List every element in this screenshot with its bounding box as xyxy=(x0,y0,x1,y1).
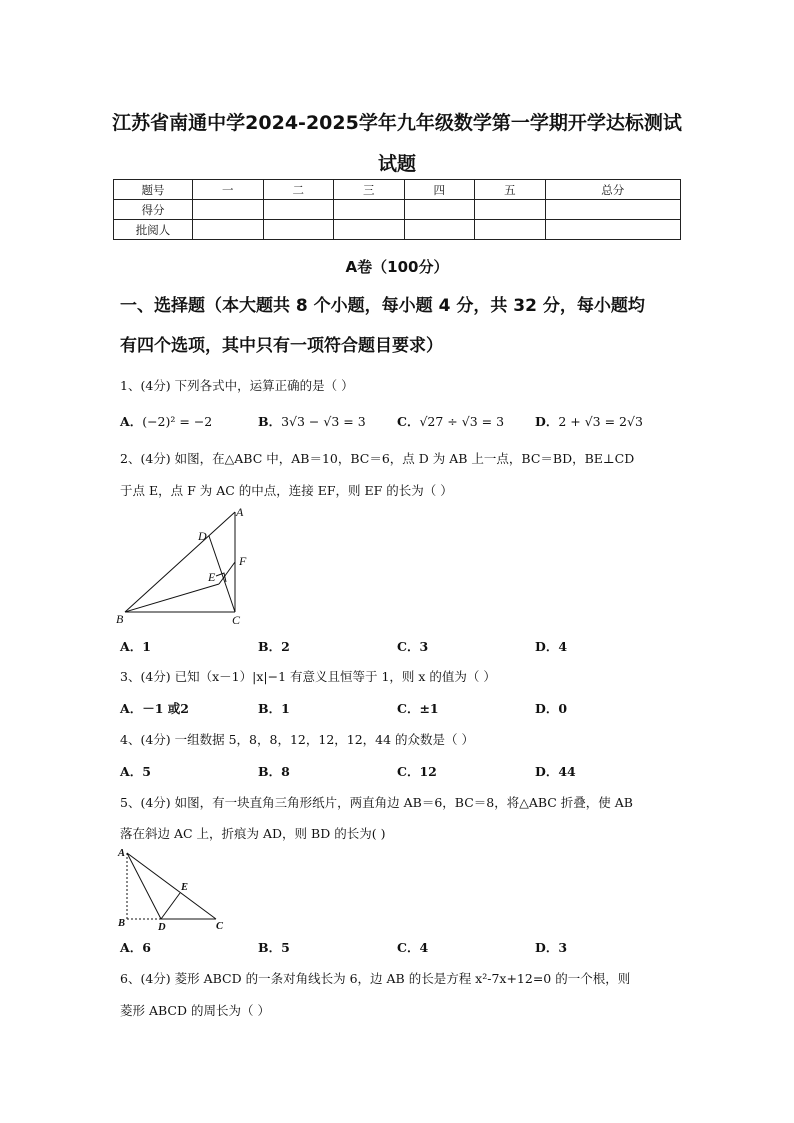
question-1-stem: 1、(4分) 下列各式中，运算正确的是（ ） xyxy=(120,378,354,393)
label-d: D xyxy=(198,529,207,543)
question-6-stem-line1: 6、(4分) 菱形 ABCD 的一条对角线长为 6，边 AB 的长是方程 x²-7x+12=0 的一个根，则 xyxy=(120,971,631,986)
segment-de xyxy=(161,893,180,919)
label-c: C xyxy=(232,613,241,627)
table-cell: 批阅人 xyxy=(114,220,193,240)
label-e: E xyxy=(181,882,189,893)
section-heading-line2: 有四个选项，其中只有一项符合题目要求） xyxy=(120,336,443,356)
option-label: B． xyxy=(258,414,282,429)
table-cell: 四 xyxy=(404,180,475,200)
question-5-stem-line2: 落在斜边 AC 上，折痕为 AD，则 BD 的长为( ) xyxy=(120,826,386,841)
label-b: B xyxy=(116,612,124,626)
q5-triangle-figure xyxy=(116,845,236,935)
score-input-cell[interactable] xyxy=(545,200,680,220)
label-e: E xyxy=(208,570,216,584)
page-title-line2: 试题 xyxy=(377,153,416,175)
question-4-stem: 4、(4分) 一组数据 5，8，8，12，12，12，44 的众数是（ ） xyxy=(120,732,475,747)
label-c: C xyxy=(216,921,224,932)
q4-option-b[interactable]: B．8 xyxy=(258,764,290,779)
q2-option-b[interactable]: B．2 xyxy=(258,639,290,654)
score-input-cell[interactable] xyxy=(263,200,334,220)
page-title: 江苏省南通中学2024-2025学年九年级数学第一学期开学达标测试 xyxy=(112,112,682,134)
label-a: A xyxy=(118,848,126,859)
q3-option-b[interactable]: B．1 xyxy=(258,701,290,716)
option-label: C． xyxy=(397,414,420,429)
label-a: A xyxy=(236,505,244,519)
score-input-cell[interactable] xyxy=(193,200,264,220)
table-cell: 五 xyxy=(475,180,546,200)
q4-option-c[interactable]: C．12 xyxy=(397,764,437,779)
question-2-stem-line1: 2、(4分) 如图，在△ABC 中，AB＝10，BC＝6，点 D 为 AB 上一点，BC＝BD，BE⊥CD xyxy=(120,451,635,466)
grader-input-cell[interactable] xyxy=(334,220,405,240)
question-5-stem-line1: 5、(4分) 如图，有一块直角三角形纸片，两直角边 AB＝6，BC＝8，将△ABC 折叠，使 AB xyxy=(120,795,633,810)
grader-input-cell[interactable] xyxy=(475,220,546,240)
grader-input-cell[interactable] xyxy=(545,220,680,240)
option-text: 3√3 − √3 = 3 xyxy=(281,414,366,429)
q2-option-c[interactable]: C．3 xyxy=(397,639,429,654)
table-row xyxy=(114,200,681,220)
option-text: 2 + √3 = 2√3 xyxy=(558,414,643,429)
q4-option-a[interactable]: A．5 xyxy=(120,764,151,779)
label-d: D xyxy=(158,922,166,933)
score-input-cell[interactable] xyxy=(334,200,405,220)
option-label: D． xyxy=(535,414,559,429)
segment-ac xyxy=(127,853,216,919)
q1-option-b[interactable] xyxy=(258,412,366,430)
q2-option-d[interactable]: D．4 xyxy=(535,639,568,654)
option-label: A． xyxy=(120,414,143,429)
table-cell: 一 xyxy=(193,180,264,200)
q5-option-c[interactable]: C．4 xyxy=(397,940,429,955)
table-cell: 三 xyxy=(334,180,405,200)
grader-input-cell[interactable] xyxy=(263,220,334,240)
section-heading xyxy=(120,286,680,366)
segment-ab xyxy=(125,512,235,612)
q2-option-a[interactable]: A．1 xyxy=(120,639,151,654)
table-cell: 题号 xyxy=(114,180,193,200)
segment-ad xyxy=(127,853,161,919)
section-heading-line1: 一、选择题（本大题共 8 个小题，每小题 4 分，共 32 分，每小题均 xyxy=(120,296,645,316)
grader-input-cell[interactable] xyxy=(193,220,264,240)
label-f: F xyxy=(239,554,247,568)
q1-option-d[interactable] xyxy=(535,412,643,430)
q5-option-a[interactable]: A．6 xyxy=(120,940,151,955)
table-row xyxy=(114,220,681,240)
question-2-stem-line2: 于点 E，点 F 为 AC 的中点，连接 EF，则 EF 的长为（ ） xyxy=(120,483,453,498)
segment-be xyxy=(125,584,219,612)
option-text: (−2)² = −2 xyxy=(142,414,213,429)
q4-option-d[interactable]: D．44 xyxy=(535,764,576,779)
table-cell: 得分 xyxy=(114,200,193,220)
score-input-cell[interactable] xyxy=(404,200,475,220)
q5-option-b[interactable]: B．5 xyxy=(258,940,290,955)
q1-option-a[interactable] xyxy=(120,412,212,430)
question-3-stem: 3、(4分) 已知（x－1）|x|−1 有意义且恒等于 1，则 x 的值为（ ） xyxy=(120,669,496,684)
q3-option-d[interactable]: D．0 xyxy=(535,701,568,716)
score-table xyxy=(113,179,681,240)
table-row xyxy=(114,180,681,200)
table-cell: 二 xyxy=(263,180,334,200)
table-cell: 总分 xyxy=(545,180,680,200)
score-input-cell[interactable] xyxy=(475,200,546,220)
q2-triangle-figure xyxy=(115,505,255,627)
label-b: B xyxy=(118,918,126,929)
q3-option-a[interactable]: A．－1 或2 xyxy=(120,701,189,716)
section-juan: A卷（100分） xyxy=(345,258,449,276)
option-text: √27 ÷ √3 = 3 xyxy=(419,414,505,429)
q5-option-d[interactable]: D．3 xyxy=(535,940,568,955)
q3-option-c[interactable]: C．±1 xyxy=(397,701,439,716)
question-6-stem-line2: 菱形 ABCD 的周长为（ ） xyxy=(120,1003,270,1018)
q1-option-c[interactable] xyxy=(397,412,504,430)
grader-input-cell[interactable] xyxy=(404,220,475,240)
